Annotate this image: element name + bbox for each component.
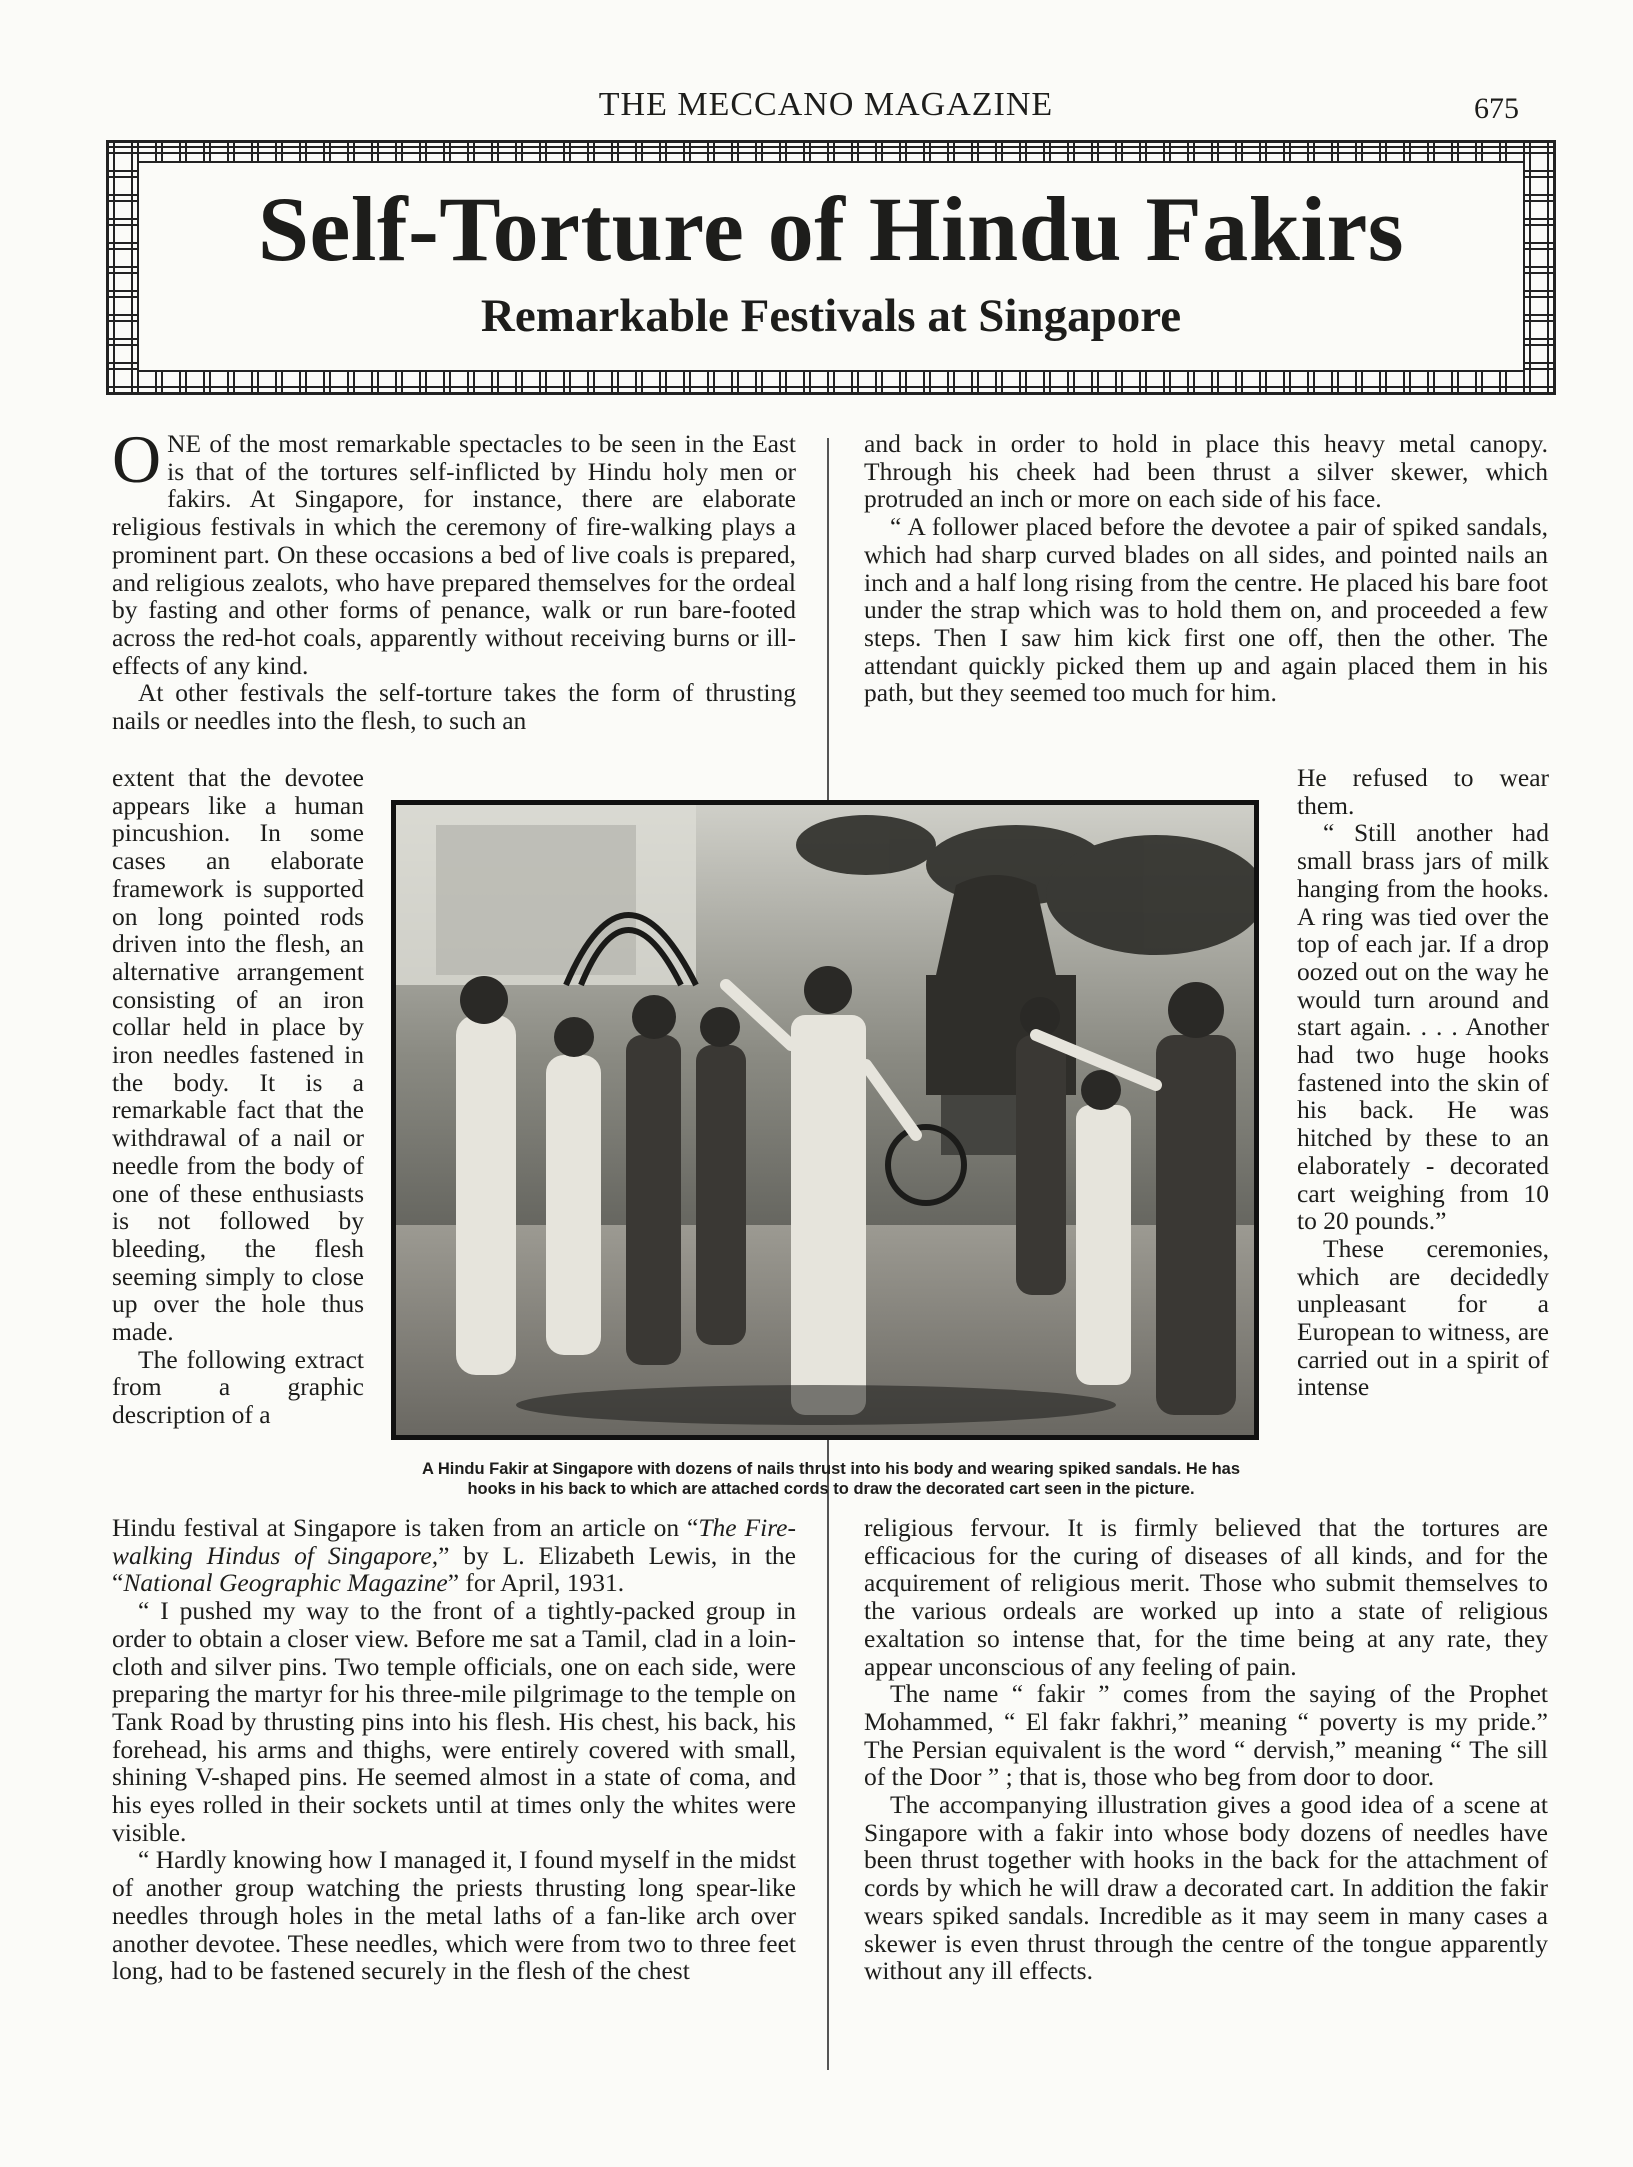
right-col-top [864, 430, 1548, 707]
paragraph-text: NE of the most remarkable spectacles to be seen in the East is that of the tortures self-inflicted by Hindu holy men or fakirs. At Singapore, for instance, there are elaborate religious festivals in which the ceremony of fire-walking plays a prominent part. On these occasions a bed of live coals is prepared, and religious zealots, who have prepared themselves for the ordeal by fasting and other forms of penance, walk or run bare-footed across the red-hot coals, apparently without receiving burns or ill-effects of any kind. [112, 429, 796, 680]
paragraph: The following extract from a graphic description of a [112, 1344, 364, 1430]
right-col-bottom [864, 1514, 1548, 1985]
paragraph: “ Hardly knowing how I managed it, I found myself in the midst of another group watching the priests thrusting long spear-like needles through holes in the metal laths of a fan-like arch over another devotee. These needles, which were from two to three feet long, had to be fastened securely in the flesh of the chest [112, 1845, 796, 1986]
running-head: THE MECCANO MAGAZINE [598, 86, 1054, 123]
text-run: Hindu festival at Singapore is taken from an article on “ [112, 1513, 699, 1542]
paragraph: “ Still another had small brass jars of milk hanging from the hooks. A ring was tied over the top of each jar. If a drop oozed out on the way he would turn around and start again. . . . Another had two huge hooks fastened into the skin of his back. He was hitched by these to an elaborately - decorated cart weighing from 10 to 20 pounds.” [1297, 818, 1549, 1236]
paragraph: The name “ fakir ” comes from the saying of the Prophet Mohammed, “ El fakr fakhri,” meaning “ poverty is my pride.” The Persian equivalent is the word “ dervish,” meaning “ The sill of the Door ” ; that is, those who beg from door to door. [864, 1679, 1548, 1792]
article-reference: The Fire-walking Hindus of Singapore, [112, 1513, 796, 1570]
text-run: ” for April, 1931. [447, 1568, 625, 1598]
drop-cap: O [112, 421, 162, 497]
left-col-top [112, 421, 796, 736]
page-number: 675 [1474, 92, 1519, 125]
title-panel [137, 161, 1525, 372]
text-run: ” by L. Elizabeth Lewis, in the “ [112, 1540, 796, 1598]
paragraph: “ I pushed my way to the front of a tightly-packed group in order to obtain a closer view. Before me sat a Tamil, clad in a loin-cloth and silver pins. Two temple officials, one on each side, were preparing the martyr for his three-mile pilgrimage to the temple on Tank Road by thrusting pins into his flesh. His chest, his back, his forehead, his arms and thighs, were entirely covered with small, shining V-shaped pins. He seemed almost in a state of coma, and his eyes rolled in their sockets until at times only the whites were visible. [112, 1596, 796, 1847]
paragraph: and back in order to hold in place this heavy metal canopy. Through his cheek had been thrust a silver skewer, which protruded an inch or more on each side of his face. [864, 429, 1548, 514]
left-col-narrow [112, 764, 364, 1429]
photo-scene [396, 805, 1254, 1435]
paragraph: At other festivals the self-torture takes the form of thrusting nails or needles into the flesh, to such an [112, 678, 796, 736]
article-title: Self-Torture of Hindu Fakirs [257, 178, 1405, 280]
paragraph: extent that the devotee appears like a human pincushion. In some cases an elaborate framework is supported on long pointed rods driven into the flesh, an alternative arrangement consisting of an iron collar held in place by iron needles fastened in the body. It is a remarkable fact that the withdrawal of a nail or needle from the body of one of these enthusiasts is not followed by bleeding, the flesh seeming simply to close up over the hole thus made. [112, 763, 364, 1347]
caption-line: A Hindu Fakir at Singapore with dozens of nails thrust into his body and wearing spiked sandals. He has [421, 1460, 1241, 1478]
article-subtitle: Remarkable Festivals at Singapore [480, 290, 1182, 342]
paragraph [112, 421, 796, 680]
title-box [106, 140, 1556, 395]
paragraph: He refused to wear them. [1297, 763, 1549, 820]
paragraph [112, 1514, 796, 1597]
paragraph: The accompanying illustration gives a good idea of a scene at Singapore with a fakir into whose body dozens of needles have been thrust together with hooks in the back for the attachment of cords by which he will draw a decorated cart. In addition the fakir wears spiked sandals. Incredible as it may seem in many cases a skewer is even thrust through the centre of the tongue apparently without any ill effects. [864, 1790, 1548, 1986]
paragraph: “ A follower placed before the devotee a pair of spiked sandals, which had sharp curved blades on all sides, and pointed nails an inch and a half long rising from the centre. He placed his bare foot under the strap which was to hold them on, and proceeded a few steps. Then I saw him kick first one off, then the other. The attendant quickly picked them up and again placed them in his path, but they seemed too much for him. [864, 512, 1548, 708]
caption-line: hooks in his back to which are attached cords to draw the decorated cart seen in the picture. [467, 1480, 1195, 1498]
magazine-reference: National Geographic Magazine [123, 1568, 448, 1598]
right-col-narrow [1297, 764, 1549, 1401]
paragraph: These ceremonies, which are decidedly unpleasant for a European to witness, are carried out in a spirit of intense [1297, 1233, 1549, 1402]
paragraph: religious fervour. It is firmly believed that the tortures are efficacious for the curing of diseases of all kinds, and for the acquirement of religious merit. Those who submit themselves to the various ordeals are worked up into a state of religious exaltation so intense that, for the time being at any rate, they appear unconscious of any feeling of pain. [864, 1513, 1548, 1681]
left-col-bottom [112, 1514, 796, 1985]
festival-photograph [391, 800, 1259, 1440]
photo-caption [391, 1459, 1271, 1499]
